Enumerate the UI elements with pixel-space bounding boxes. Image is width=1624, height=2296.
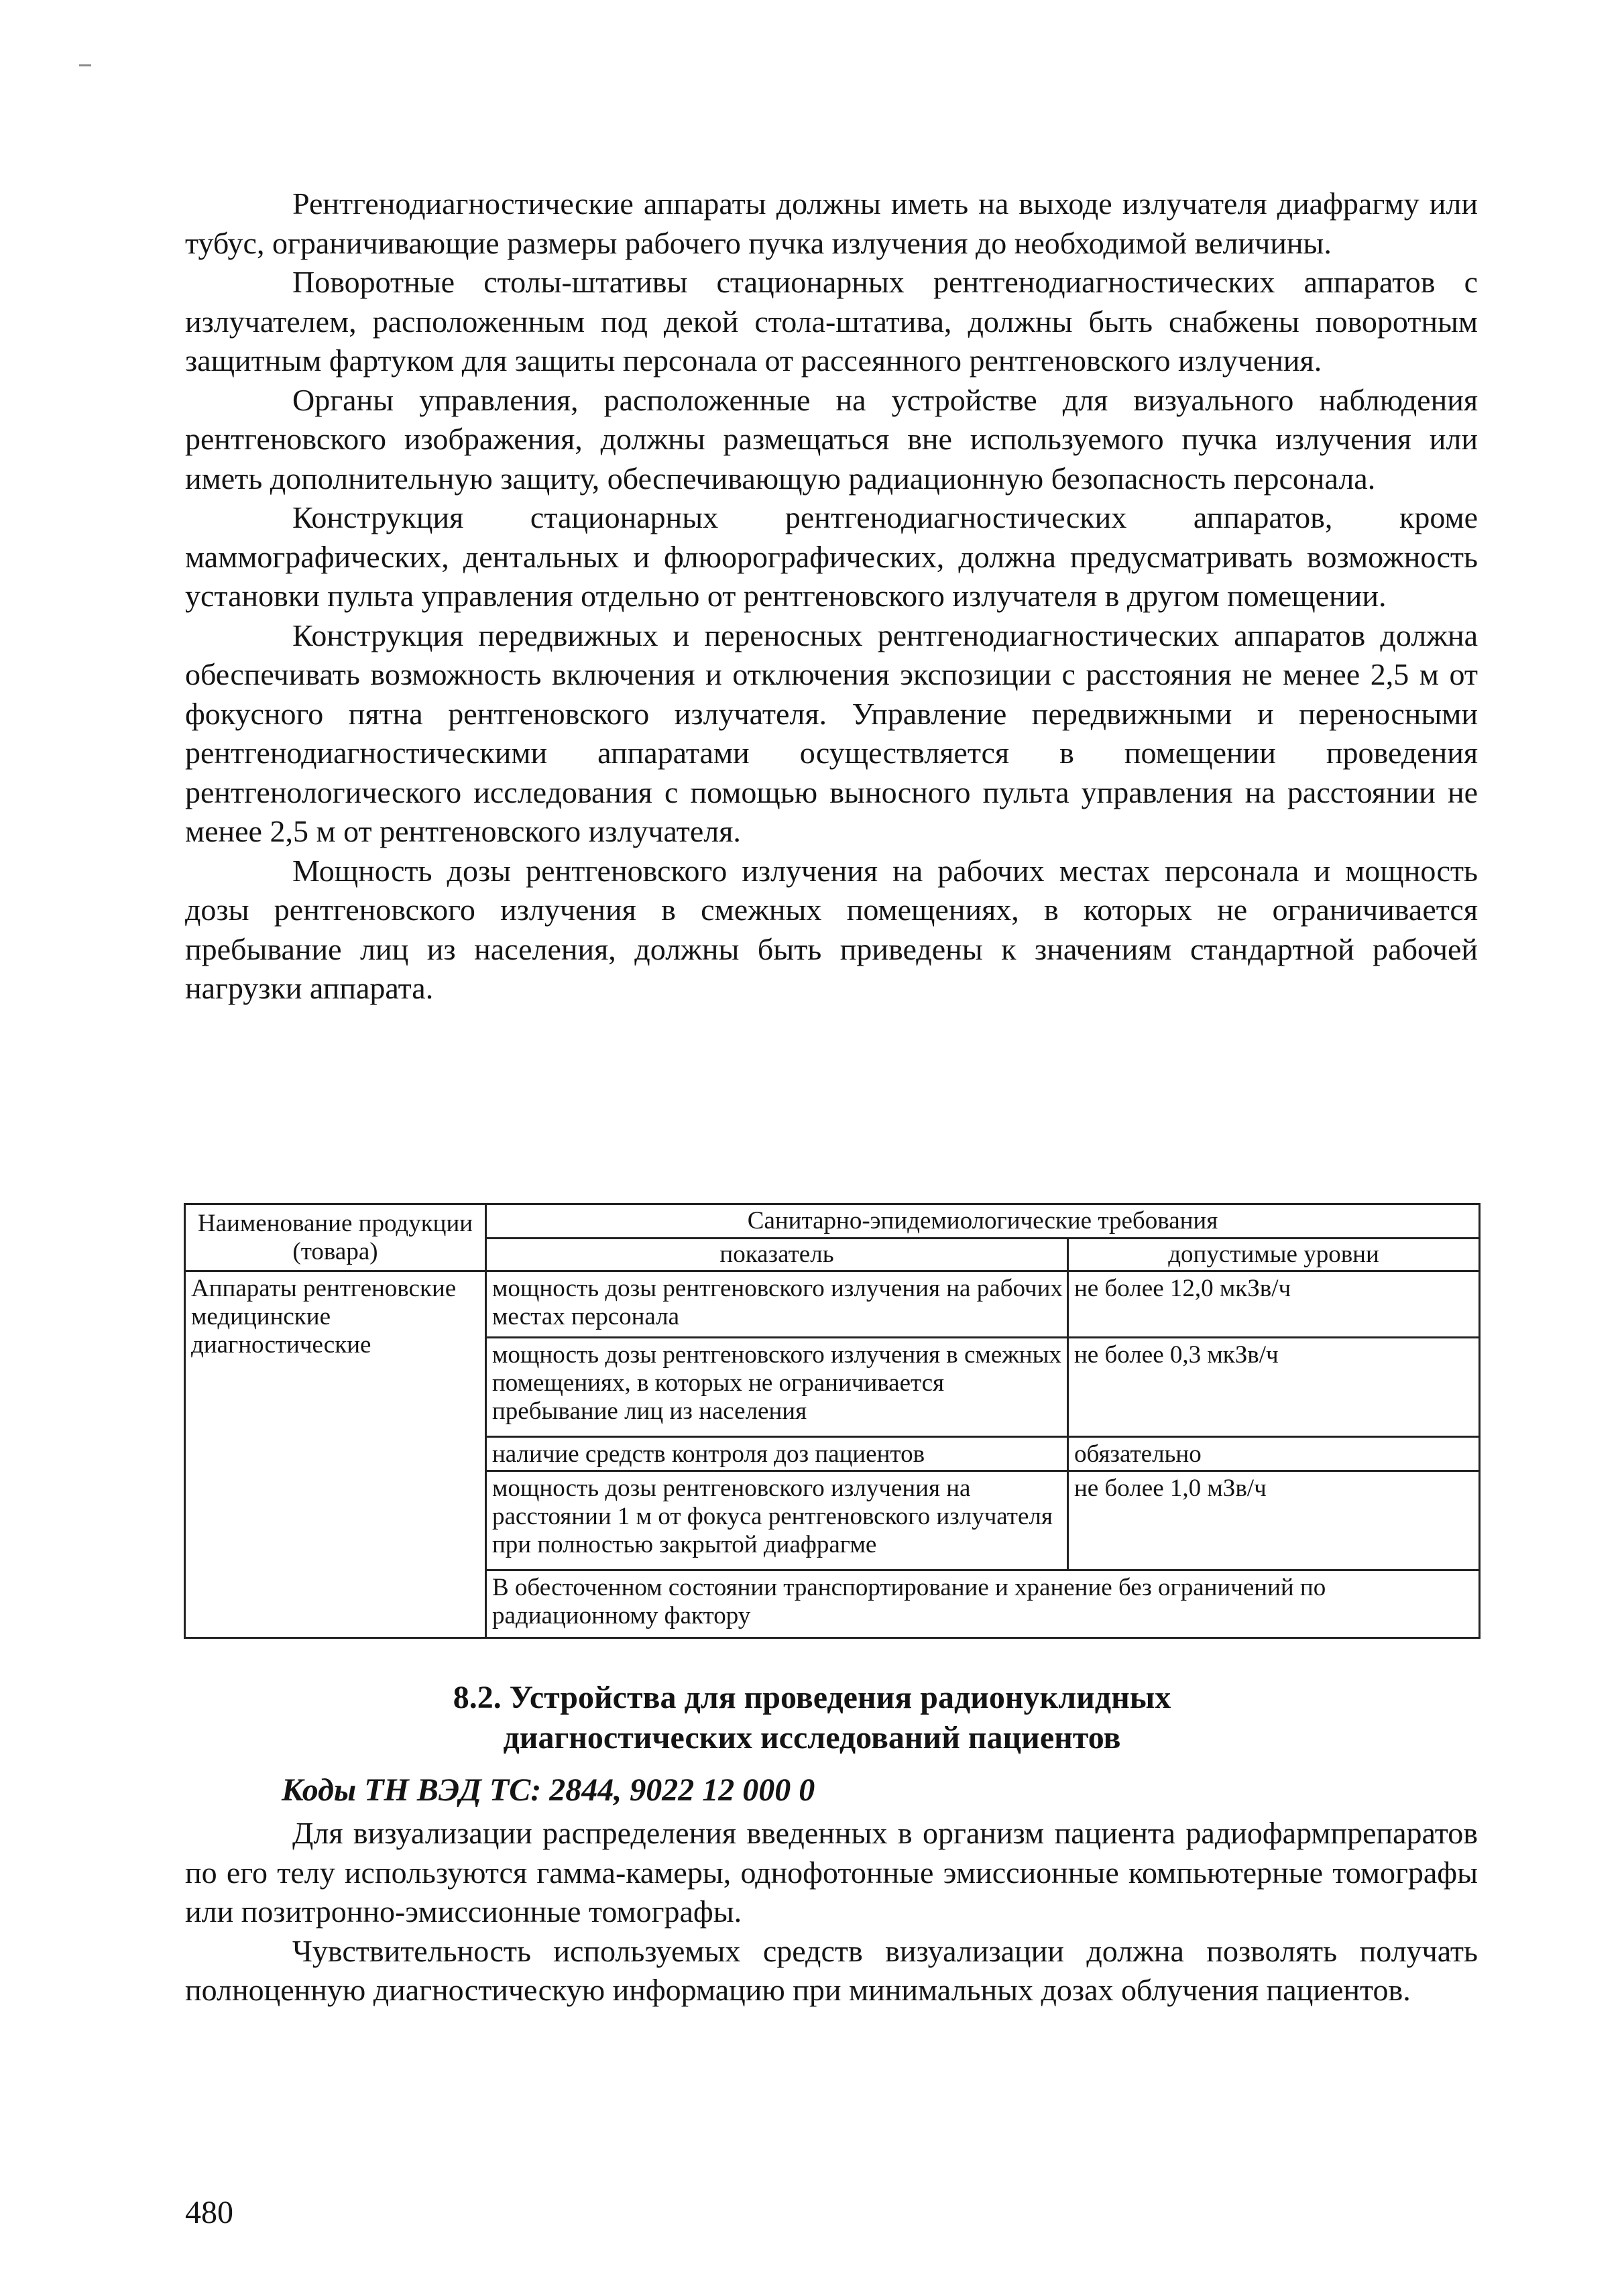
section-title-line: 8.2. Устройства для проведения радионуклидных <box>453 1680 1171 1715</box>
note-cell: В обесточенном состоянии транспортирование и хранение без ограничений по радиационному фактору <box>486 1570 1480 1638</box>
paragraph: Мощность дозы рентгеновского излучения на рабочих местах персонала и мощность дозы рентгеновского излучения в смежных помещениях, в которых не ограничивается пребывание лиц из населения, должны быть приведены к значениям стандартной рабочей нагрузки аппарата. <box>185 853 1478 1005</box>
body-text-top <box>185 184 1478 1009</box>
indicator-cell: мощность дозы рентгеновского излучения на расстоянии 1 м от фокуса рентгеновского излучателя при полностью закрытой диафрагме <box>486 1471 1068 1570</box>
body-text-bottom <box>185 1814 1478 2010</box>
paragraph: Конструкция передвижных и переносных рентгенодиагностических аппаратов должна обеспечивать возможность включения и отключения экспозиции с расстояния не менее 2,5 м от фокусного пятна рентгеновского излучателя. Управление передвижными и переносными рентгенодиагностическими аппаратами осуществляется в помещении проведения рентгенологического исследования с помощью выносного пульта управления на расстоянии не менее 2,5 м от рентгеновского излучателя. <box>185 618 1478 848</box>
requirements-table <box>184 1203 1481 1639</box>
scan-mark <box>79 64 91 66</box>
paragraph: Чувствительность используемых средств визуализации должна позволять получать полноценную диагностическую информацию при минимальных дозах облучения пациентов. <box>185 1933 1478 2007</box>
header-levels: допустимые уровни <box>1068 1238 1480 1271</box>
level-cell: не более 12,0 мкЗв/ч <box>1068 1271 1480 1338</box>
header-requirements: Санитарно-эпидемиологические требования <box>486 1204 1480 1239</box>
indicator-cell: мощность дозы рентгеновского излучения в смежных помещениях, в которых не ограничивается пребывание лиц из населения <box>486 1338 1068 1437</box>
product-name: Аппараты рентгеновские медицинские диагностические <box>185 1271 486 1638</box>
paragraph: Для визуализации распределения введенных в организм пациента радиофармпрепаратов по его телу используются гамма-камеры, однофотонные эмиссионные компьютерные томографы или позитронно-эмиссионные томографы. <box>185 1816 1478 1929</box>
header-product: Наименование продукции (товара) <box>185 1204 486 1271</box>
paragraph: Поворотные столы-штативы стационарных рентгенодиагностических аппаратов с излучателем, расположенным под декой стола-штатива, должны быть снабжены поворотным защитным фартуком для защиты персонала от рассеянного рентгеновского излучения. <box>185 265 1478 378</box>
level-cell: обязательно <box>1068 1437 1480 1471</box>
section-title <box>0 1678 1624 1758</box>
paragraph: Рентгенодиагностические аппараты должны иметь на выходе излучателя диафрагму или тубус, ограничивающие размеры рабочего пучка излучения до необходимой величины. <box>185 186 1478 260</box>
section-codes: Коды ТН ВЭД ТС: 2844, 9022 12 000 0 <box>282 1772 815 1808</box>
page-number: 480 <box>185 2195 233 2230</box>
paragraph: Органы управления, расположенные на устройстве для визуального наблюдения рентгеновского изображения, должны размещаться вне используемого пучка излучения или иметь дополнительную защиту, обеспечивающую радиационную безопасность персонала. <box>185 382 1478 496</box>
indicator-cell: наличие средств контроля доз пациентов <box>486 1437 1068 1471</box>
header-indicator: показатель <box>486 1238 1068 1271</box>
indicator-cell: мощность дозы рентгеновского излучения на рабочих местах персонала <box>486 1271 1068 1338</box>
level-cell: не более 0,3 мкЗв/ч <box>1068 1338 1480 1437</box>
level-cell: не более 1,0 мЗв/ч <box>1068 1471 1480 1570</box>
paragraph: Конструкция стационарных рентгенодиагностических аппаратов, кроме маммографических, дентальных и флюорографических, должна предусматривать возможность установки пульта управления отдельно от рентгеновского излучателя в другом помещении. <box>185 500 1478 613</box>
section-title-line: диагностических исследований пациентов <box>503 1720 1121 1756</box>
